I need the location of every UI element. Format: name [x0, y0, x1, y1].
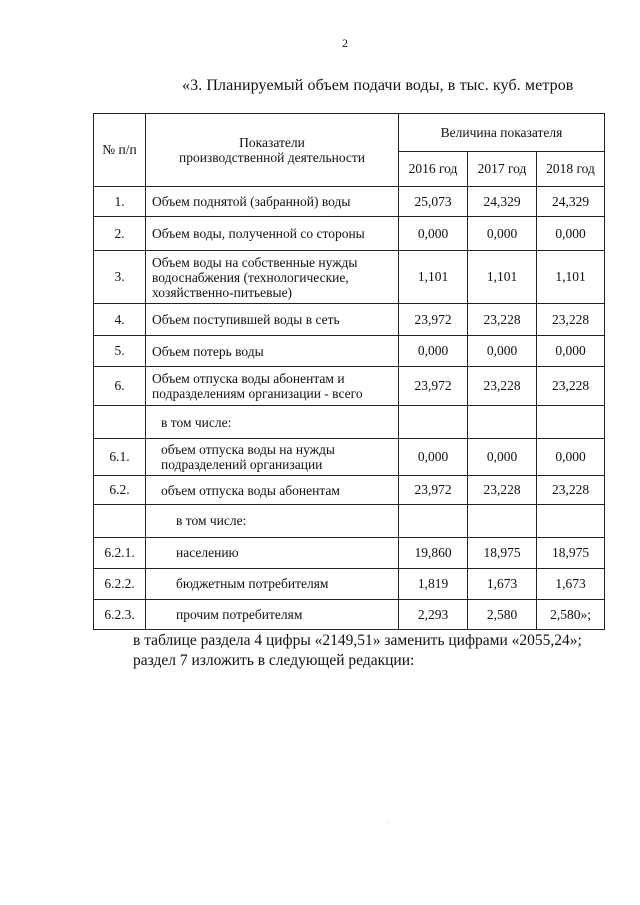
water-supply-table — [93, 113, 605, 630]
row-value-2017: 1,673 — [468, 569, 537, 600]
row-value-2018: 0,000 — [537, 336, 605, 367]
row-no: 6.2.1. — [94, 538, 146, 569]
row-value-2017: 1,101 — [468, 251, 537, 304]
table-row — [94, 187, 605, 217]
row-value-2016: 23,972 — [399, 476, 468, 505]
row-value-2018: 1,101 — [537, 251, 605, 304]
row-no: 6.2.2. — [94, 569, 146, 600]
table-row — [94, 600, 605, 630]
row-value-2018: 0,000 — [537, 217, 605, 251]
row-name: Объем потерь воды — [146, 336, 399, 367]
row-value-2018: 18,975 — [537, 538, 605, 569]
table-row — [94, 217, 605, 251]
row-name: Объем отпуска воды абонентам и подразделениям организации - всего — [146, 367, 399, 406]
row-name: в том числе: — [146, 505, 399, 538]
row-name: объем отпуска воды абонентам — [146, 476, 399, 505]
header-year-2016: 2016 год — [399, 152, 468, 187]
row-no: 6. — [94, 367, 146, 406]
row-name: объем отпуска воды на нужды подразделений организации — [146, 439, 399, 476]
row-value-2017 — [468, 505, 537, 538]
row-value-2016: 2,293 — [399, 600, 468, 630]
row-name: Объем воды на собственные нужды водоснабжения (технологические, хозяйственно-питьевые) — [146, 251, 399, 304]
table-row — [94, 569, 605, 600]
row-value-2016: 1,819 — [399, 569, 468, 600]
row-name: населению — [146, 538, 399, 569]
row-value-2018: 23,228 — [537, 367, 605, 406]
row-value-2017: 24,329 — [468, 187, 537, 217]
row-value-2017: 2,580 — [468, 600, 537, 630]
header-indicators-line2: производственной деятельности — [178, 150, 366, 165]
row-value-2017: 23,228 — [468, 304, 537, 336]
row-no: 5. — [94, 336, 146, 367]
row-no — [94, 505, 146, 538]
section-title: «3. Планируемый объем подачи воды, в тыс. куб. метров — [182, 77, 574, 94]
scan-speck — [388, 822, 389, 823]
row-no: 6.2. — [94, 476, 146, 505]
amendment-text — [133, 631, 582, 671]
row-value-2018: 23,228 — [537, 304, 605, 336]
row-value-2017 — [468, 406, 537, 439]
row-value-2016: 23,972 — [399, 367, 468, 406]
row-value-2018: 2,580»; — [537, 600, 605, 630]
table-row — [94, 304, 605, 336]
table-row — [94, 505, 605, 538]
row-value-2016: 0,000 — [399, 336, 468, 367]
row-no: 1. — [94, 187, 146, 217]
row-value-2016: 0,000 — [399, 217, 468, 251]
header-year-2018: 2018 год — [537, 152, 605, 187]
table-row — [94, 476, 605, 505]
table-row — [94, 406, 605, 439]
amendment-line-1: в таблице раздела 4 цифры «2149,51» заменить цифрами «2055,24»; — [133, 632, 582, 649]
row-value-2018: 0,000 — [537, 439, 605, 476]
row-value-2016: 25,073 — [399, 187, 468, 217]
row-name: прочим потребителям — [146, 600, 399, 630]
row-value-2017: 0,000 — [468, 336, 537, 367]
table-row — [94, 336, 605, 367]
row-value-2016 — [399, 406, 468, 439]
header-no: № п/п — [94, 114, 146, 187]
row-no: 2. — [94, 217, 146, 251]
row-value-2017: 0,000 — [468, 439, 537, 476]
row-value-2016: 23,972 — [399, 304, 468, 336]
row-value-2017: 0,000 — [468, 217, 537, 251]
table-row — [94, 439, 605, 476]
row-value-2016: 1,101 — [399, 251, 468, 304]
row-value-2018: 24,329 — [537, 187, 605, 217]
header-indicators — [146, 114, 399, 187]
page-number: 2 — [342, 36, 348, 50]
row-value-2017: 18,975 — [468, 538, 537, 569]
row-name: Объем поднятой (забранной) воды — [146, 187, 399, 217]
row-value-2016 — [399, 505, 468, 538]
row-value-2018 — [537, 505, 605, 538]
row-name: Объем воды, полученной со стороны — [146, 217, 399, 251]
row-value-2018: 23,228 — [537, 476, 605, 505]
header-value: Величина показателя — [399, 114, 605, 152]
row-value-2016: 19,860 — [399, 538, 468, 569]
row-value-2017: 23,228 — [468, 476, 537, 505]
row-name: бюджетным потребителям — [146, 569, 399, 600]
row-no — [94, 406, 146, 439]
row-no: 6.2.3. — [94, 600, 146, 630]
table-row — [94, 367, 605, 406]
row-name: в том числе: — [146, 406, 399, 439]
row-value-2018 — [537, 406, 605, 439]
row-no: 6.1. — [94, 439, 146, 476]
amendment-line-2: раздел 7 изложить в следующей редакции: — [133, 652, 415, 669]
row-value-2017: 23,228 — [468, 367, 537, 406]
row-value-2016: 0,000 — [399, 439, 468, 476]
row-no: 4. — [94, 304, 146, 336]
table-row — [94, 251, 605, 304]
row-value-2018: 1,673 — [537, 569, 605, 600]
header-indicators-line1: Показатели — [239, 135, 305, 150]
header-year-2017: 2017 год — [468, 152, 537, 187]
row-name: Объем поступившей воды в сеть — [146, 304, 399, 336]
table-row — [94, 538, 605, 569]
row-no: 3. — [94, 251, 146, 304]
